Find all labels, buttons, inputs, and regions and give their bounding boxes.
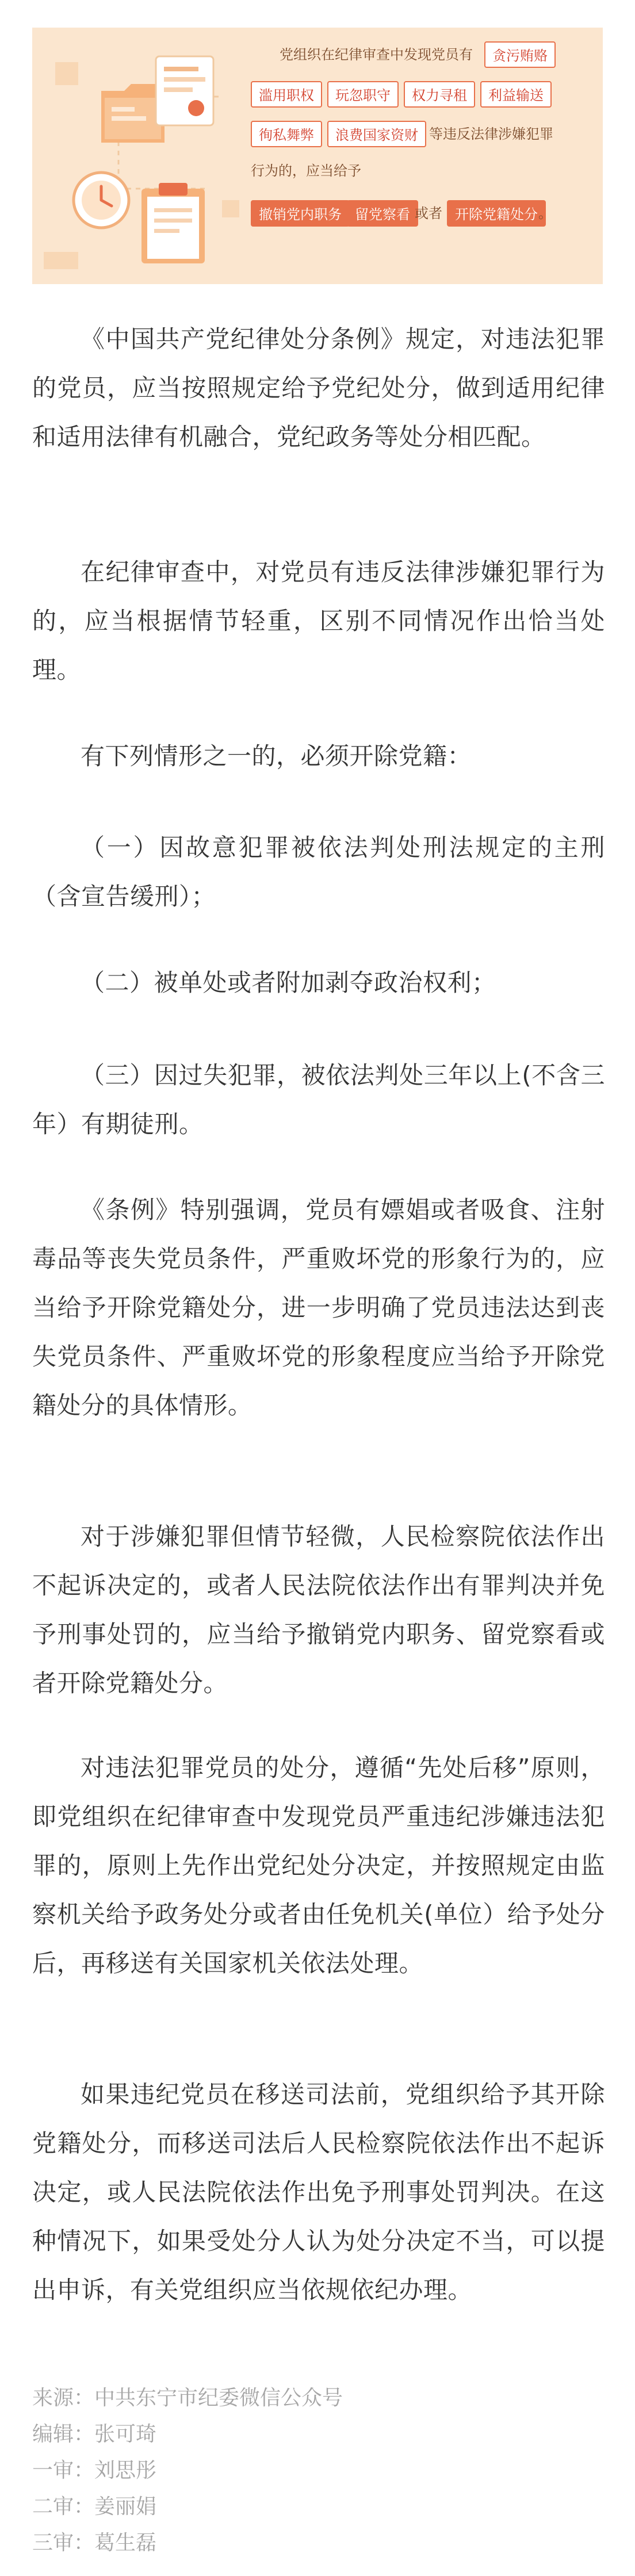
tag-favoritism: 徇私舞弊 <box>251 121 322 147</box>
credit-value: 张可琦 <box>94 2422 157 2446</box>
tag-rent-seeking: 权力寻租 <box>404 81 475 108</box>
paragraph-item-two: （二）被单处或者附加剥夺政治权利； <box>81 969 496 997</box>
credit-label: 来源： <box>32 2386 95 2410</box>
credit-source <box>32 2380 343 2416</box>
credit-value: 葛生磊 <box>94 2531 157 2555</box>
document-icon <box>156 56 213 125</box>
banner-intro-text: 党组织在纪律审查中发现党员有 <box>280 47 473 63</box>
credit-second-review <box>32 2489 343 2525</box>
tag-dereliction: 玩忽职守 <box>327 81 399 108</box>
paragraph-regulation-emphasis: 《条例》特别强调，党员有嫖娼或者吸食、注射毒品等丧失党员条件，严重败坏党的形象行为的，应当给予开除党籍处分，进一步明确了党员违法达到丧失党员条件、严重败坏党的形象程度应当给予开除党籍处分的具体情形。 <box>32 1196 605 1419</box>
paragraph-minor-crime: 对于涉嫌犯罪但情节轻微，人民检察院依法作出不起诉决定的，或者人民法院依法作出有罪判决并免予刑事处罚的，应当给予撤销党内职务、留党察看或者开除党籍处分。 <box>32 1522 605 1697</box>
penalty-revoke-post: 撤销党内职务 <box>251 200 350 227</box>
tag-waste-state-assets: 浪费国家资财 <box>327 121 426 147</box>
article-credits <box>32 2380 343 2561</box>
paragraph-expel-conditions: 有下列情形之一的，必须开除党籍： <box>81 742 472 770</box>
clipboard-icon <box>141 183 205 263</box>
penalty-probation: 留党察看 <box>347 200 418 227</box>
credit-first-review <box>32 2452 343 2489</box>
tag-abuse-of-power: 滥用职权 <box>251 81 322 108</box>
credit-label: 编辑： <box>32 2422 95 2446</box>
credit-third-review <box>32 2525 343 2561</box>
paragraph-item-three: （三）因过失犯罪，被依法判处三年以上(不含三年）有期徒刑。 <box>32 1061 605 1138</box>
penalty-expel: 开除党籍处分 <box>447 200 546 227</box>
paragraph-appeal: 如果违纪党员在移送司法前，党组织给予其开除党籍处分，而移送司法后人民检察院依法作出不起诉决定，或人民法院依法作出免予刑事处罚判决。在这种情况下，如果受处分人认为处分决定不当，可以提出申诉，有关党组织应当依规依纪办理。 <box>32 2080 605 2304</box>
credit-value: 姜丽娟 <box>94 2495 157 2518</box>
paragraph-review-handling: 在纪律审查中，对党员有违反法律涉嫌犯罪行为的，应当根据情节轻重，区别不同情况作出恰当处理。 <box>32 558 605 684</box>
credit-label: 一审： <box>32 2459 95 2482</box>
credit-value: 中共东宁市纪委微信公众号 <box>94 2386 343 2410</box>
clock-icon <box>74 173 129 228</box>
credit-label: 二审： <box>32 2495 95 2518</box>
paragraph-regulation-intro: 《中国共产党纪律处分条例》规定，对违法犯罪的党员，应当按照规定给予党纪处分，做到适用纪律和适用法律有机融合，党纪政务等处分相匹配。 <box>32 325 605 451</box>
header-illustration <box>32 28 603 284</box>
tag-corruption: 贪污贿赂 <box>484 41 556 68</box>
credit-value: 刘思彤 <box>94 2459 157 2482</box>
paragraph-punish-first: 对违法犯罪党员的处分，遵循“先处后移”原则，即党组织在纪律审查中发现党员严重违纪涉嫌违法犯罪的，原则上先作出党纪处分决定，并按照规定由监察机关给予政务处分或者由任免机关(单位）给予处分后，再移送有关国家机关依法处理。 <box>32 1754 605 1977</box>
tag-benefit-transfer: 利益输送 <box>480 81 552 108</box>
banner-end-mark: 。 <box>538 205 552 221</box>
banner-row3-suffix: 等违反法律涉嫌犯罪 <box>429 126 553 142</box>
credit-editor <box>32 2416 343 2452</box>
credit-label: 三审： <box>32 2531 95 2555</box>
paragraph-item-one: （一）因故意犯罪被依法判处刑法规定的主刑（含宣告缓刑）； <box>32 833 605 910</box>
banner-or-word: 或者 <box>415 205 442 221</box>
banner-row4-text: 行为的，应当给予 <box>251 163 361 179</box>
